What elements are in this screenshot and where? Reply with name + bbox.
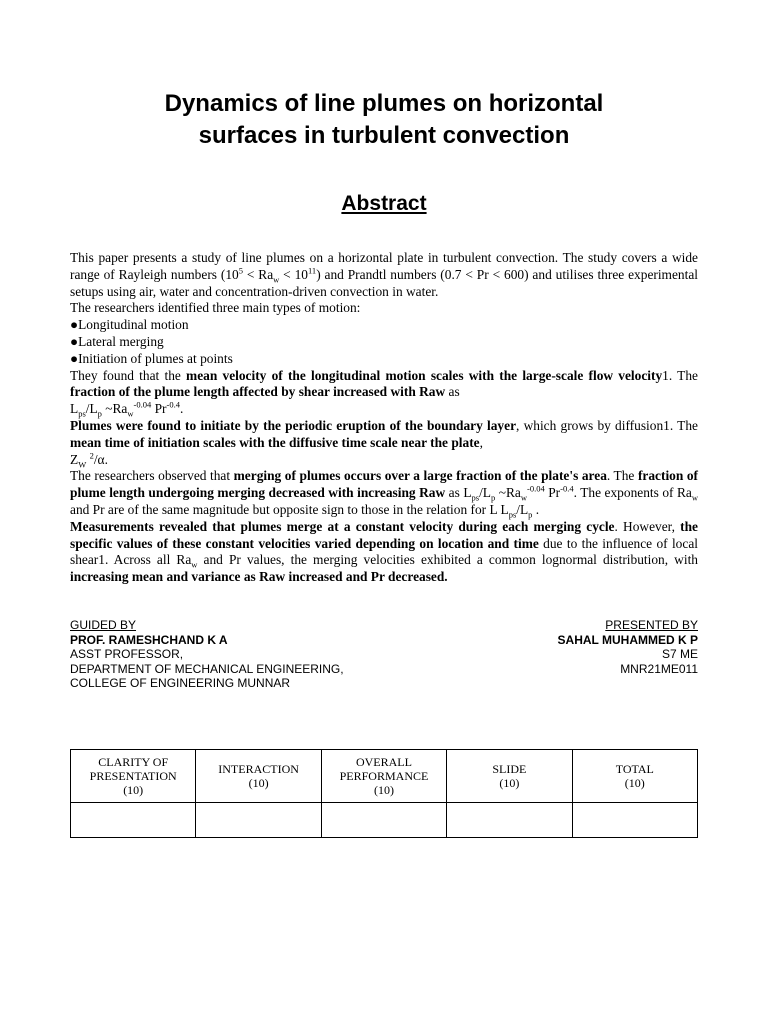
signature-block [70, 618, 698, 691]
guide-role: ASST PROFESSOR, [70, 647, 184, 661]
evaluation-score-row [71, 803, 698, 838]
title-line-2: surfaces in turbulent convection [198, 122, 570, 149]
paragraph-measurements: Measurements revealed that plumes merge at a constant velocity during each merging cycle. However, the specific values of these constant velocities varied depending on location and time due to the influence of local shear1. Across all $Ra_w$ and Pr values, the merging velocities exhibited a common lognormal distribution, with increasing mean and variance as Raw increased and Pr decreased. [70, 518, 698, 585]
equation-diffusive-time: $Z_W$ $^2$/α. [70, 450, 108, 470]
score-cell-total[interactable] [572, 803, 697, 838]
title-line-1: Dynamics of line plumes on horizontal [164, 90, 604, 117]
evaluation-table [70, 749, 698, 838]
header-interaction: INTERACTION (10) [196, 750, 321, 803]
score-cell-interaction[interactable] [196, 803, 321, 838]
header-overall: OVERALL PERFORMANCE (10) [321, 750, 446, 803]
header-slide: SLIDE (10) [447, 750, 572, 803]
paragraph-merging: The researchers observed that merging of plumes occurs over a large fraction of the plate's area. The fraction of plume length undergoing merging decreased with increasing Raw as $L_{ps}/L_p$ $\sim Ra_w^{-0.04}$ $Pr^{-0.4}$. The exponents of $Ra_w$ and Pr are of the same magnitude but opposite sign to those in the relation for L $L_{ps}/L_p$ . [70, 468, 699, 520]
presented-by-label: PRESENTED BY [605, 618, 698, 632]
abstract-heading: Abstract [341, 192, 427, 215]
paragraph-motion-types: The researchers identified three main types of motion: [70, 300, 361, 316]
bullet-item: ●Lateral merging [70, 333, 164, 349]
document-title [70, 88, 698, 152]
evaluation-header-row [71, 750, 698, 803]
guide-name: PROF. RAMESHCHAND K A [70, 632, 228, 647]
header-total: TOTAL (10) [572, 750, 697, 803]
abstract-body [70, 250, 698, 586]
presenter-name: SAHAL MUHAMMED K P [557, 632, 698, 647]
bullet-item: ●Initiation of plumes at points [70, 350, 233, 366]
presenter-id: MNR21ME011 [620, 661, 698, 676]
header-clarity: CLARITY OF PRESENTATION (10) [71, 750, 196, 803]
score-cell-overall[interactable] [321, 803, 446, 838]
score-cell-slide[interactable] [447, 803, 572, 838]
guide-college: COLLEGE OF ENGINEERING MUNNAR [70, 676, 291, 690]
guided-by-label: GUIDED BY [70, 618, 137, 632]
bullet-item: ●Longitudinal motion [70, 317, 189, 333]
score-cell-clarity[interactable] [71, 803, 196, 838]
equation-shear-fraction: $L_{ps}/L_p$ $\sim Ra_w^{-0.04}$ $Pr^{-0.4}$. [70, 399, 184, 419]
presenter-semester: S7 ME [661, 647, 698, 661]
paragraph-initiation: Plumes were found to initiate by the periodic eruption of the boundary layer, which grows by diffusion1. The mean time of initiation scales with the diffusive time scale near the plate, [70, 417, 698, 450]
paragraph-intro: This paper presents a study of line plumes on a horizontal plate in turbulent convection. The study covers a wide range of Rayleigh numbers $(10^5 < Ra_w < 10^{11})$ and Prandtl numbers (0.7 < Pr < 600) and utilises three experimental setups using air, water and concentration-driven convection in water. [70, 250, 699, 299]
guide-department: DEPARTMENT OF MECHANICAL ENGINEERING, [70, 661, 344, 676]
paragraph-longitudinal: They found that the mean velocity of the longitudinal motion scales with the large-scale flow velocity1. The fraction of the plume length affected by shear increased with Raw as [70, 367, 698, 400]
